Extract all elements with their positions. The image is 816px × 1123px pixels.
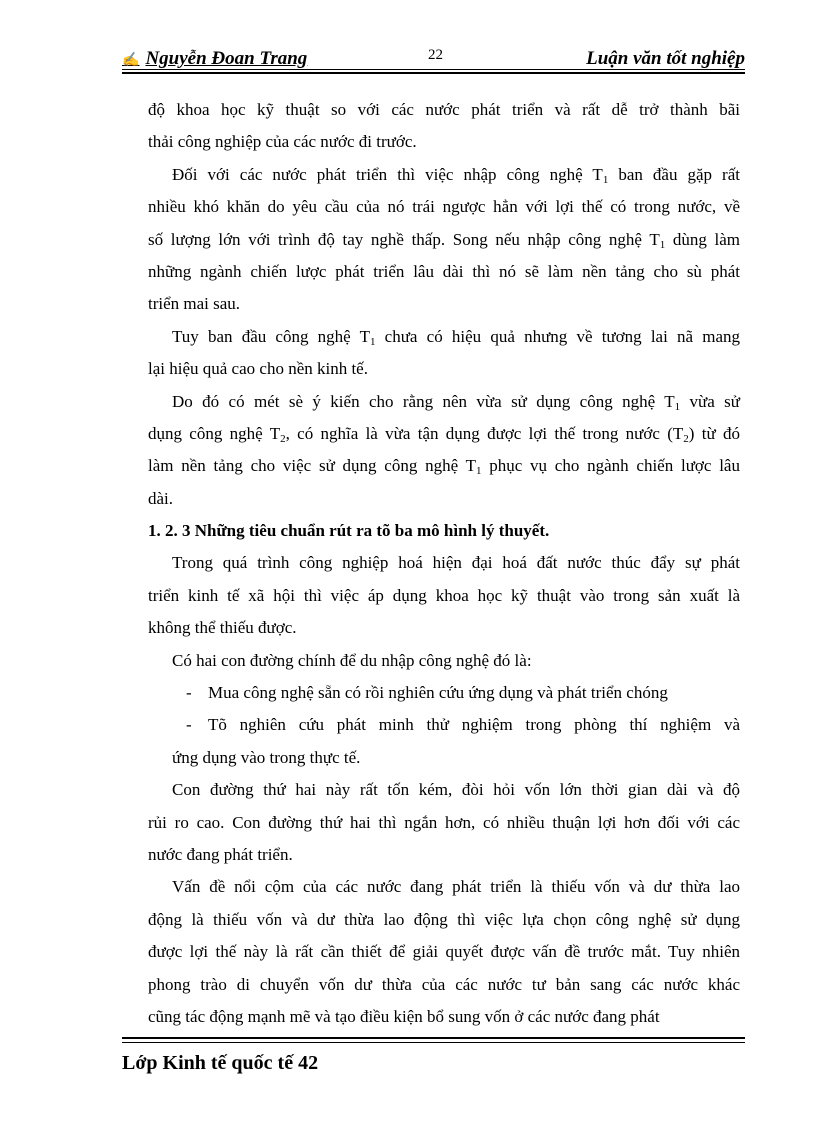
text-line: Đối với các nước phát triển thì việc nhập công nghệ $T_1$ ban đầu gặp rất: [172, 164, 740, 186]
author-text: Nguyễn Đoan Trang: [145, 48, 308, 69]
page-header: [122, 44, 745, 74]
author-name: [122, 48, 307, 70]
text-line: lại hiệu quả cao cho nền kinh tế.: [148, 359, 368, 379]
text-line: Vấn đề nổi cộm của các nước đang phát triển là thiếu vốn và dư thừa lao: [172, 877, 740, 897]
text-line: làm nền tảng cho việc sử dụng công nghệ $T_1$ phục vụ cho ngành chiến lược lâu: [148, 456, 740, 478]
text-line: dụng công nghệ $T_2$, có nghĩa là vừa tận dụng được lợi thế trong nước $(T_2)$ từ đó: [148, 423, 740, 445]
text-line: thải công nghiệp của các nước đi trước.: [148, 132, 417, 152]
text-line: những ngành chiến lược phát triển lâu dài thì nó sẽ làm nền tảng cho sù phát: [148, 261, 740, 281]
text-line: Có hai con đường chính để du nhập công nghệ đó là:: [172, 650, 532, 670]
text-line: độ khoa học kỹ thuật so với các nước phát triển và rất dễ trở thành bãi: [148, 100, 740, 119]
text-line: rủi ro cao. Con đường thứ hai thì ngắn hơn, có nhiều thuận lợi hơn đối với các: [148, 812, 740, 832]
text-line: Do đó có mét sè ý kiến cho rằng nên vừa sử dụng công nghệ $T_1$ vừa sử: [172, 391, 740, 413]
section-heading: 1. 2. 3 Những tiêu chuẩn rút ra tõ ba mô hình lý thuyết.: [148, 521, 550, 541]
text-line: Con đường thứ hai này rất tốn kém, đòi hỏi vốn lớn thời gian dài và độ: [172, 780, 740, 800]
bullet-item: - Mua công nghệ sẵn có rồi nghiên cứu ứng dụng và phát triển chóng: [186, 683, 668, 703]
text-line: Tuy ban đầu công nghệ $T_1$ chưa có hiệu quả nhưng về tương lai nã mang: [172, 326, 741, 348]
bullet-item: - Tõ nghiên cứu phát minh thử nghiệm trong phòng thí nghiệm và: [186, 715, 740, 735]
text-line: Trong quá trình công nghiệp hoá hiện đại hoá đất nước thúc đẩy sự phát: [172, 553, 740, 573]
text-line: nhiều khó khăn do yêu cầu của nó trái ngược hẳn với lợi thế có trong nước, về: [148, 197, 740, 217]
text-line: cũng tác động mạnh mẽ và tạo điều kiện bổ sung vốn ở các nước đang phát: [148, 1006, 660, 1026]
header-rule-thin: [122, 69, 745, 70]
body-text: [148, 94, 740, 1033]
text-line: triển kinh tế xã hội thì việc áp dụng khoa học kỹ thuật vào trong sản xuất là: [148, 585, 740, 605]
text-line: không thể thiếu được.: [148, 618, 297, 638]
text-line: dài.: [148, 488, 174, 508]
text-line: động là thiếu vốn và dư thừa lao động thì việc lựa chọn công nghệ sử dụng: [148, 909, 740, 929]
text-line: phong trào di chuyển vốn dư thừa của các nước tư bản sang các nước khác: [148, 974, 740, 994]
text-line: triển mai sau.: [148, 294, 241, 314]
text-line: được lợi thế này là rất cần thiết để giải quyết được vấn đề trước mắt. Tuy nhiên: [148, 942, 740, 962]
text-line: số lượng lớn với trình độ tay nghề thấp. Song nếu nhập công nghệ $T_1$ dùng làm: [148, 229, 740, 251]
footer-rule-thick: [122, 1037, 745, 1039]
text-line: ứng dụng vào trong thực tế.: [172, 747, 361, 767]
thesis-title: Luận văn tốt nghiệp: [586, 48, 745, 69]
text-line: nước đang phát triển.: [148, 844, 293, 864]
footer-class-name: Lớp Kinh tế quốc tế 42: [122, 1052, 319, 1074]
pen-icon: ✍: [122, 53, 140, 68]
page-number: 22: [428, 47, 443, 63]
header-rule-thick: [122, 72, 745, 74]
footer-rule-thin: [122, 1042, 745, 1043]
